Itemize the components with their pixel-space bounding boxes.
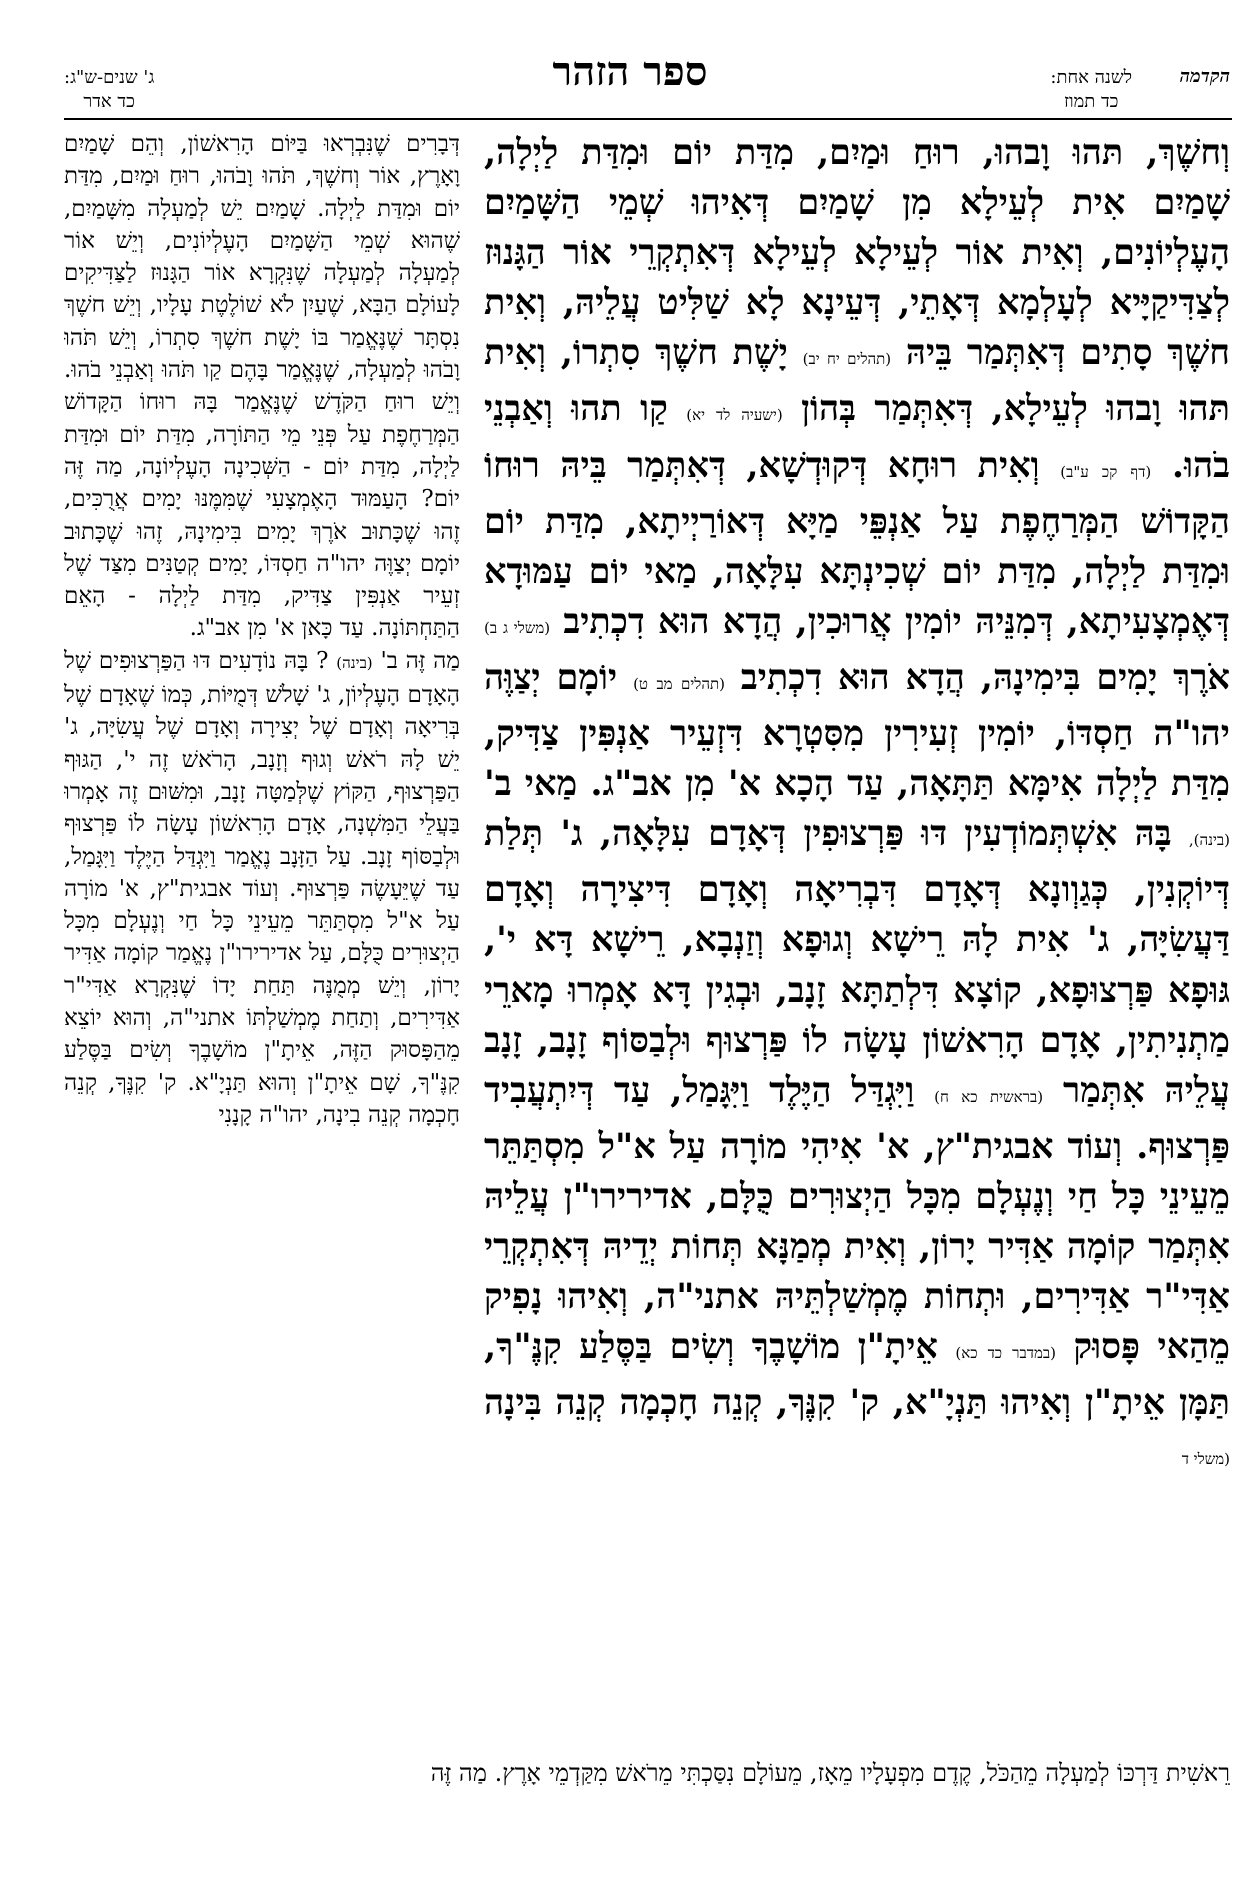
header-schedule-three-years [64,66,154,114]
header-schedule-one-year-date: כד תמוז [1063,91,1119,112]
verse-reference: (ישעיה לד יא) [686,406,783,425]
main-text-segment: וַיִּגְדַּל הַיֶּלֶד וַיִּגָּמַל, עַד דְּיִתְעֲבִיד פַּרְצוּף. וְעוֹד אבגית"ץ, א' אִיהִי מוֹרָה עַל א"ל מִסְתַּתֵּר מֵעֵינֵי כָּל חַי וְנֶעְלָם מִכָּל הַיְצוּרִים כֻּלָּם, אדירירו"ן עֲלֵיהּ אִתְּמַר קוֹמָה אַדִּיר יָרוֹן, וְאִית מְמַנָּא תְּחוֹת יְדֵיהּ דְּאִתְקְרֵי אַדִּי"ר אַדִּירִים, וּתְחוֹת מֶמְשַׁלְתֵּיהּ אתני"ה, וְאִיהוּ נָפִיק מֵהַאי פָּסוּק [484,1069,1230,1368]
header-schedule-one-year-label: לשנה אחת: [1050,67,1132,88]
main-text-segment: אֹרֶךְ יָמִים בִּימִינָהּ, הֲדָא הוּא דִכְתִיב [740,656,1230,698]
translation-column [64,128,460,1738]
header-schedule-three-years-label: ג' שנים-ש"ג: [64,67,155,88]
main-text-segment: בָּהּ אִשְׁתְּמוֹדְעִין דּוּ פַּרְצוּפִין דְּאָדָם עִלָּאָה, ג' תְּלַת דְּיוֹקְנִין, כְּגַוְונָא דְּאָדָם דִּבְרִיאָה וְאָדָם דִּיצִירָה וְאָדָם דַּעֲשִׂיָּה, ג' אִית לָהּ רֵישָׁא וְגוּפָא וְזַנְבָא, רֵישָׁא דָּא י', גּוּפָא פַּרְצוּפָא, קוֹצָא דִּלְתַתָּא זָנָב, וּבְגִין דָּא אָמְרוּ מָארֵי מַתְנִיתִין, אָדָם הָרִאשׁוֹן עָשָׂה לוֹ פַּרְצוּף וּלְבַסּוֹף זָנָב, זָנָב עֲלֵיהּ אִתְּמַר [484,813,1230,1111]
main-text-segment: וְאִית רוּחָא דְּקוּדְשָׁא, דְּאִתְּמַר בֵּיהּ רוּחוֹ הַקָּדוֹשׁ הַמְּרַחֶפֶת עַל אַנְפֵּי מַיָּא דְּאוֹרַיְיתָא, מִדַּת יוֹם וּמִדַּת לַיְלָה, מִדַּת יוֹם שְׁכִינְתָּא עִלָּאָה, מַאי יוֹם עַמּוּדָא דְּאֶמְצָעִיתָא, דְּמִנֵּיהּ יוֹמִין אֲרוּכִין, הֲדָא הוּא דִכְתִיב [484,444,1230,642]
footer-continuation-text: רֵאשִׁית דַּרְכּוֹ לְמַעְלָה מֵהַכֹּל, קֶדֶם מִפְעָלָיו מֵאָז, מֵעוֹלָם נִסַּכְתִּי מֵרֹאשׁ מִקַּדְמֵי אָרֶץ. מַה זֶּה [430,1759,1230,1787]
main-text-segment: קַו תהוּ וְאַבְנֵי בֹהוּ. [484,388,1230,486]
page-reference: (דף קכ ע"ב) [1060,462,1152,481]
verse-reference: (משלי ד [1181,1450,1230,1469]
main-text-segment: אֵיתָ"ן מוֹשָׁבֶךָ וְשִׂים בַּסֶּלַע קִנֶּ"ךָ, תַּמָּן אֵיתָ"ן וְאִיהוּ תַּנְיָ"א, ק' קִנֶּךָ, קְנֵה חָכְמָה קְנֵה בִּינָה [484,1326,1230,1424]
header-section-label: הקדמה [1179,66,1230,87]
verse-reference: (תהלים יח יב) [802,350,892,369]
translation-text: ? בָּהּ נוֹדָעִים דּוּ הַפַּרְצוּפִים שֶׁל הָאָדָם הָעֶלְיוֹן, ג' שָׁלֹשׁ דְּמֻיּוֹת, כְּמוֹ שֶׁאָדָם שֶׁל בְּרִיאָה וְאָדָם שֶׁל יְצִירָה וְאָדָם שֶׁל עֲשִׂיָּה, ג' יֵשׁ לָהּ רֹאשׁ וְגוּף וְזָנָב, הָרֹאשׁ זֶה י', הַגּוּף הַפַּרְצוּף, הַקּוֹץ שֶׁלְּמַטָּה זָנָב, וּמִשּׁוּם זֶה אָמְרוּ בַּעֲלֵי הַמִּשְׁנָה, אָדָם הָרִאשׁוֹן עָשָׂה לוֹ פַּרְצוּף וּלְבַסּוֹף זָנָב. עַל הַזָּנָב נֶאֱמַר וַיִּגְדַּל הַיֶּלֶד וַיִּגָּמַל, עַד שֶׁיֵּעָשֶׂה פַּרְצוּף. וְעוֹד אבגית"ץ, א' מוֹרָה עַל א"ל מִסְתַּתֵּר מֵעֵינֵי כָּל חַי וְנֶעְלָם מִכָּל הַיְצוּרִים כֻּלָּם, עַל אדירירו"ן נֶאֱמַר קוֹמָה אַדִּיר יָרוֹן, וְיֵשׁ מְמֻנֶּה תַּחַת יָדוֹ שֶׁנִּקְרָא אַדִּי"ר אַדִּירִים, וְתַחַת מֶמְשַׁלְתּוֹ אתני"ה, וְהוּא יוֹצֵא מֵהַפָּסוּק הַזֶּה, אֵיתָ"ן מוֹשָׁבֶךָ וְשִׂים בַּסֶּלַע קִנֶּ"ךָ, שָׁם אֵיתָ"ן וְהוּא תַּנְיָ"א. ק' קִנֶּךָ, קְנֵה חָכְמָה קְנֵה בִינָה, יהו"ה קָנָנִי [64,647,460,1128]
main-text-segment: יָשֶׁת חשֶׁךְ סִתְרוֹ, וְאִית תּהוּ וָבהוּ לְעֵילָא, דְּאִתְּמַר בְּהוֹן [484,332,1230,430]
header-schedule-three-years-date: כד אדר [83,91,135,112]
verse-reference: (משלי ג ב) [484,618,551,637]
translation-text: מַה זֶּה ב' [380,647,460,674]
main-text-segment: יוֹמָם יְצַוֶּה יהו"ה חַסְדּוֹ, יוֹמִין זְעִירִין מִסִּטְרָא דִּזְעֵיר אַנְפִּין צַדִּיק, מִדַּת לַיְלָה אִימָּא תַּתָּאָה, עַד הָכָא א' מִן אב"ג. [484,656,1230,805]
gloss-reference: (בינה) [336,653,373,672]
gloss-reference: (בינה), [1188,831,1230,850]
main-text-segment: מַאי ב' [484,763,578,805]
translation-paragraph [64,645,460,1131]
verse-reference: (בראשית כא ח) [934,1087,1044,1106]
verse-reference: (תהלים מב ט) [633,674,725,693]
page-title: ספר הזהר [552,48,708,95]
main-text-segment: וְחשֶׁךְ, תּהוּ וָבהוּ, רוּחַ וּמַיִם, מִדַּת יוֹם וּמִדַּת לַיְלָה, שָׁמַיִם אִית לְעֵילָא מִן שָׁמַיִם דְּאִיהוּ שְׁמֵי הַשָּׁמַיִם הָעֶלְיוֹנִים, וְאִית אוֹר לְעֵילָא לְעֵילָא דְּאִתְקְרֵי אוֹר הַגָּנוּז לְצַדִּיקַיָּיא לְעָלְמָא דְּאָתֵי, דְּעֵינָא לָא שַׁלִּיט עֲלֵיהּ, וְאִית חשֶׁךְ סָתִים דְּאִתְּמַר בֵּיהּ [484,132,1230,374]
main-text-column [484,128,1230,1738]
verse-reference: (במדבר כד כא) [955,1344,1056,1363]
translation-paragraph: דְּבָרִים שֶׁנִּבְרְאוּ בַּיּוֹם הָרִאשׁוֹן, וְהֵם שָׁמַיִם וָאָרֶץ, אוֹר וְחשֶׁךְ, תֹּהוּ וָבֹהוּ, רוּחַ וּמַיִם, מִדַּת יוֹם וּמִדַּת לַיְלָה. שָׁמַיִם יֵשׁ לְמַעְלָה מִשָּׁמַיִם, שֶׁהוּא שְׁמֵי הַשָּׁמַיִם הָעֶלְיוֹנִים, וְיֵשׁ אוֹר לְמַעְלָה לְמַעְלָה שֶׁנִּקְרָא אוֹר הַגָּנוּז לַצַּדִּיקִים לָעוֹלָם הַבָּא, שֶׁעַיִן לֹא שׁוֹלֶטֶת עָלָיו, וְיֵשׁ חשֶׁךְ נִסְתָּר שֶׁנֶּאֱמַר בּוֹ יָשֶׁת חשֶׁךְ סִתְרוֹ, וְיֵשׁ תֹּהוּ וָבֹהוּ לְמַעְלָה, שֶׁנֶּאֱמַר בָּהֶם קַו תֹּהוּ וְאַבְנֵי בֹהוּ. וְיֵשׁ רוּחַ הַקֹּדֶשׁ שֶׁנֶּאֱמַר בָּהּ רוּחוֹ הַקָּדוֹשׁ הַמְּרַחֶפֶת עַל פְּנֵי מֵי הַתּוֹרָה, מִדַּת יוֹם וּמִדַּת לַיְלָה, מִדַּת יוֹם - הַשְּׁכִינָה הָעֶלְיוֹנָה, מַה זֶּה יוֹם? הָעַמּוּד הָאֶמְצָעִי שֶׁמִּמֶּנּוּ יָמִים אֲרֻכִּים, זֶהוּ שֶׁכָּתוּב אֹרֶךְ יָמִים בִּימִינָהּ, זֶהוּ שֶׁכָּתוּב יוֹמָם יְצַוֶּה יהו"ה חַסְדּוֹ, יָמִים קְטַנִּים מִצַּד שֶׁל זְעֵיר אַנְפִּין צַדִּיק, מִדַּת לַיְלָה - הָאֵם הַתַּחְתּוֹנָה. עַד כָּאן א' מִן אב"ג. [64,131,460,642]
header-divider [64,118,1232,120]
